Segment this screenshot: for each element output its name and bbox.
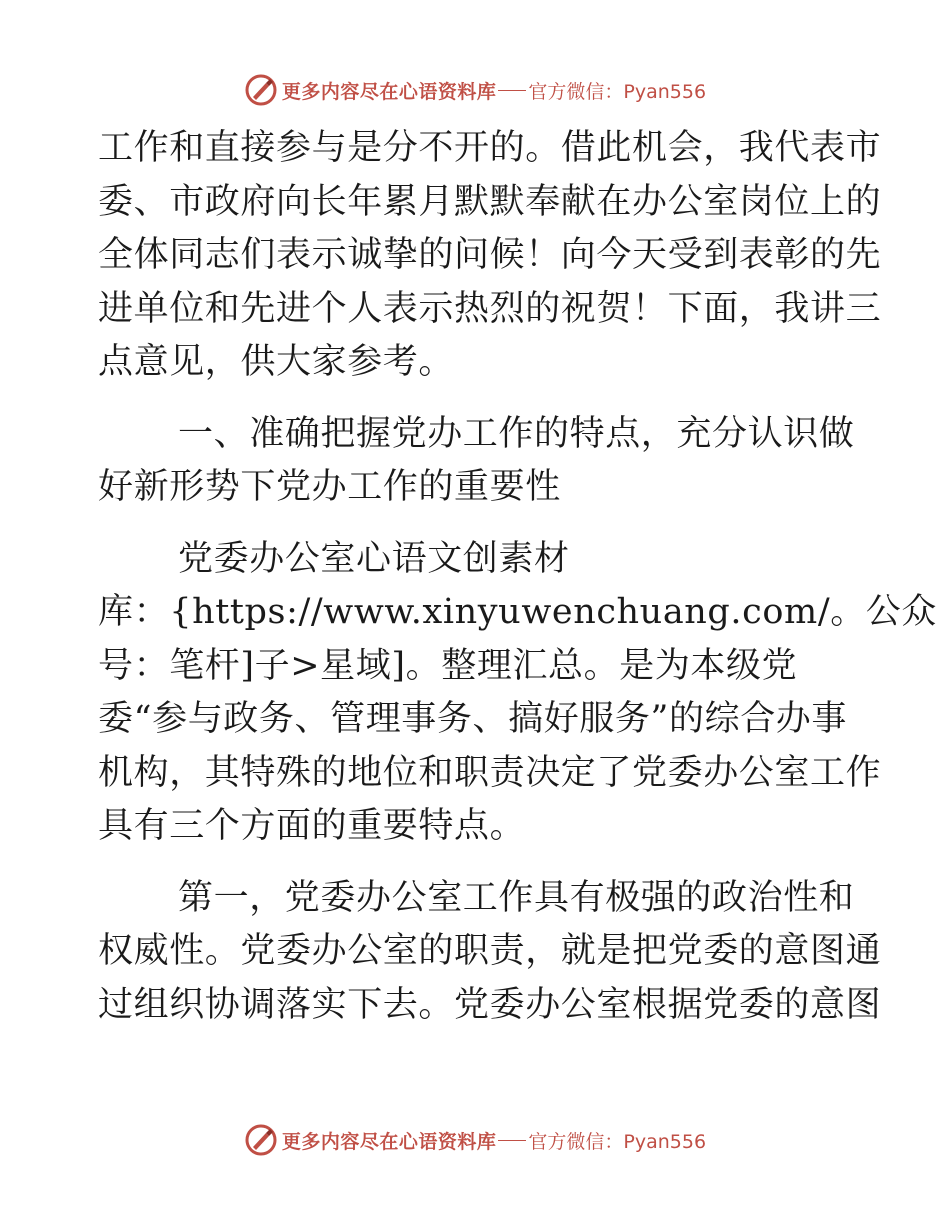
footer-wechat-text: 官方微信：Pyan556 <box>528 1130 707 1153</box>
footer-brand-text: 更多内容尽在心语资料库 <box>281 1130 497 1153</box>
footer-banner <box>0 1120 950 1160</box>
text-line: 委“参与政务、管理事务、搞好服务”的综合办事 <box>98 699 847 739</box>
header-wechat-text: 官方微信：Pyan556 <box>528 80 707 103</box>
text-line: 进单位和先进个人表示热烈的祝贺！下面，我讲三 <box>98 288 882 329</box>
text-line: 工作和直接参与是分不开的。借此机会，我代表市 <box>98 128 882 168</box>
text-line: 一、准确把握党办工作的特点，充分认识做 <box>178 413 855 454</box>
text-line: 具有三个方面的重要特点。 <box>98 806 526 846</box>
text-line: 好新形势下党办工作的重要性 <box>98 467 561 507</box>
text-line: 全体同志们表示诚挚的问候！向今天受到表彰的先 <box>98 235 882 275</box>
header-separator <box>498 90 526 91</box>
header-banner <box>0 70 950 110</box>
text-line: 机构，其特殊的地位和职责决定了党委办公室工作 <box>98 752 882 793</box>
text-line: 号：笔杆]子>星域]。整理汇总。是为本级党 <box>98 645 798 686</box>
document-body <box>98 122 938 1032</box>
text-line: 权威性。党委办公室的职责，就是把党委的意图通 <box>98 931 882 971</box>
pen-logo-icon <box>244 73 278 107</box>
text-line: 委、市政府向长年累月默默奉献在办公室岗位上的 <box>98 181 882 222</box>
text-line: 点意见，供大家参考。 <box>98 342 455 382</box>
footer-separator <box>498 1140 526 1141</box>
text-line: 过组织协调落实下去。党委办公室根据党委的意图 <box>98 984 882 1025</box>
text-line: 第一，党委办公室工作具有极强的政治性和 <box>178 877 855 918</box>
text-line: 党委办公室心语文创素材 <box>178 538 570 579</box>
section-heading-1 <box>98 408 858 515</box>
paragraph-1 <box>98 122 882 390</box>
pen-logo-icon <box>244 1123 278 1157</box>
paragraph-3 <box>98 872 882 1033</box>
text-line: 库：{https://www.xinyuwenchuang.com/。公众 <box>98 592 938 632</box>
header-brand-text: 更多内容尽在心语资料库 <box>281 80 497 103</box>
paragraph-2 <box>98 533 938 854</box>
